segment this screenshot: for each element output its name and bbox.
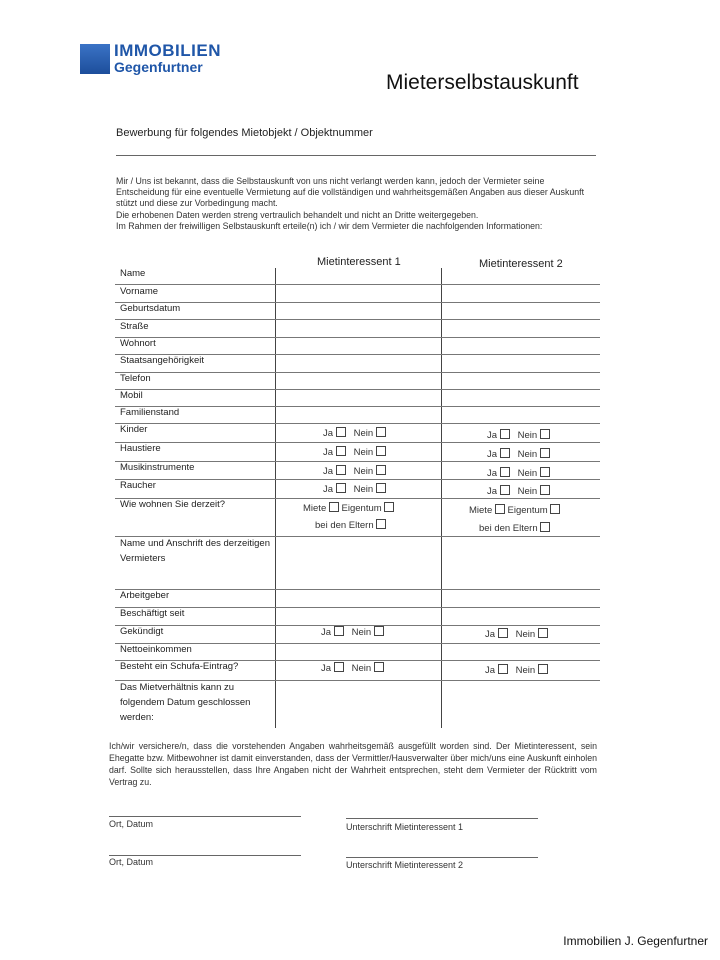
row-label-staatsangehoerigkeit: Staatsangehörigkeit bbox=[120, 355, 204, 366]
option-label: Miete bbox=[303, 503, 327, 514]
row-label-musikinstrumente: Musikinstrumente bbox=[120, 462, 195, 473]
signature-line-ort-datum-1[interactable] bbox=[109, 816, 301, 817]
row-label-arbeitgeber: Arbeitgeber bbox=[120, 590, 170, 601]
option-label: Ja bbox=[323, 428, 334, 439]
row-divider bbox=[115, 337, 600, 338]
checkbox[interactable] bbox=[384, 502, 394, 512]
row-label-gekuendigt: Gekündigt bbox=[120, 626, 164, 637]
checkbox[interactable] bbox=[334, 626, 344, 636]
option-label: Nein bbox=[353, 428, 374, 439]
option-group-wohnsituation-2 bbox=[469, 504, 560, 516]
checkbox[interactable] bbox=[336, 465, 346, 475]
option-label: Nein bbox=[353, 447, 374, 458]
row-label-vermieter: Name und Anschrift des derzeitigen Vermieters bbox=[120, 538, 270, 564]
row-divider bbox=[115, 372, 600, 373]
row-label-vorname: Vorname bbox=[120, 286, 159, 297]
checkbox[interactable] bbox=[540, 485, 550, 495]
option-label: Miete bbox=[469, 505, 493, 516]
option-label: Ja bbox=[487, 486, 498, 497]
checkbox[interactable] bbox=[336, 446, 346, 456]
signature-label-applicant-2: Unterschrift Mietinteressent 2 bbox=[346, 860, 464, 870]
checkbox[interactable] bbox=[334, 662, 344, 672]
intro-paragraph: Die erhobenen Daten werden streng vertraulich behandelt und nicht an Dritte weitergegeben. bbox=[116, 209, 479, 220]
checkbox[interactable] bbox=[540, 522, 550, 532]
checkbox[interactable] bbox=[329, 502, 339, 512]
signature-line-applicant-2[interactable] bbox=[346, 857, 538, 858]
row-label-name: Name bbox=[120, 268, 146, 279]
checkbox[interactable] bbox=[500, 429, 510, 439]
checkbox[interactable] bbox=[538, 664, 548, 674]
subject-label: Bewerbung für folgendes Mietobjekt / Objektnummer bbox=[116, 127, 373, 139]
option-label: Ja bbox=[487, 468, 498, 479]
row-label-kinder: Kinder bbox=[120, 424, 148, 435]
checkbox[interactable] bbox=[376, 519, 386, 529]
option-label: bei den Eltern bbox=[479, 523, 538, 534]
column-header-applicant-1: Mietinteressent 1 bbox=[317, 256, 401, 268]
option-label: Nein bbox=[515, 629, 536, 640]
logo-text-line1: IMMOBILIEN bbox=[114, 41, 221, 60]
signature-line-ort-datum-2[interactable] bbox=[109, 855, 301, 856]
option-group-eltern-1 bbox=[315, 519, 386, 531]
option-group-gekuendigt-2 bbox=[485, 628, 548, 640]
option-group-schufa-1 bbox=[321, 662, 384, 674]
checkbox[interactable] bbox=[495, 504, 505, 514]
intro-paragraph: Im Rahmen der freiwilligen Selbstauskunft erteile(n) ich / wir dem Vermieter die nachfolgenden Informationen: bbox=[116, 220, 543, 231]
option-group-haustiere-2 bbox=[487, 448, 550, 460]
row-label-strasse: Straße bbox=[120, 321, 149, 332]
row-label-haustiere: Haustiere bbox=[120, 443, 161, 454]
signature-label-ort-datum-2: Ort, Datum bbox=[109, 857, 154, 867]
option-group-raucher-1 bbox=[323, 483, 386, 495]
checkbox[interactable] bbox=[336, 427, 346, 437]
option-label: Eigentum bbox=[507, 505, 548, 516]
option-group-eltern-2 bbox=[479, 522, 550, 534]
intro-paragraph: Mir / Uns ist bekannt, dass die Selbstauskunft von uns nicht verlangt werden kann, jedoch der Vermieter seine Entscheidung für eine eventuelle Vermietung auf die vollständigen und wahrheitsgemäßen Angaben aus dieser Auskunft stützt und diese zur Vorbedingung macht. bbox=[116, 176, 585, 209]
row-label-nettoeinkommen: Nettoeinkommen bbox=[120, 644, 192, 655]
option-group-kinder-2 bbox=[487, 429, 550, 441]
signature-label-applicant-1: Unterschrift Mietinteressent 1 bbox=[346, 822, 464, 832]
option-label: Nein bbox=[517, 468, 538, 479]
option-group-raucher-2 bbox=[487, 485, 550, 497]
row-label-beschaeftigt-seit: Beschäftigt seit bbox=[120, 608, 185, 619]
option-label: Nein bbox=[517, 449, 538, 460]
option-label: Nein bbox=[517, 486, 538, 497]
checkbox[interactable] bbox=[376, 483, 386, 493]
option-label: Eigentum bbox=[341, 503, 382, 514]
checkbox[interactable] bbox=[540, 467, 550, 477]
intro-text bbox=[116, 176, 600, 232]
row-divider bbox=[115, 607, 600, 608]
row-divider bbox=[115, 423, 600, 424]
row-label-wohnort: Wohnort bbox=[120, 338, 156, 349]
footer-company-name: Immobilien J. Gegenfurtner bbox=[563, 934, 708, 948]
checkbox[interactable] bbox=[376, 465, 386, 475]
checkbox[interactable] bbox=[374, 662, 384, 672]
option-label: Ja bbox=[487, 430, 498, 441]
signature-line-applicant-1[interactable] bbox=[346, 818, 538, 819]
option-group-schufa-2 bbox=[485, 664, 548, 676]
row-label-geburtsdatum: Geburtsdatum bbox=[120, 303, 181, 314]
row-label-schufa: Besteht ein Schufa-Eintrag? bbox=[120, 661, 239, 672]
document-title: Mieterselbstauskunft bbox=[386, 71, 579, 94]
checkbox[interactable] bbox=[498, 664, 508, 674]
option-label: Ja bbox=[323, 484, 334, 495]
checkbox[interactable] bbox=[538, 628, 548, 638]
checkbox[interactable] bbox=[540, 429, 550, 439]
option-group-gekuendigt-1 bbox=[321, 626, 384, 638]
checkbox[interactable] bbox=[374, 626, 384, 636]
option-label: Nein bbox=[351, 627, 372, 638]
checkbox[interactable] bbox=[540, 448, 550, 458]
option-label: Ja bbox=[323, 447, 334, 458]
logo-text-line2: Gegenfurtner bbox=[114, 59, 203, 75]
checkbox[interactable] bbox=[498, 628, 508, 638]
row-divider bbox=[115, 442, 600, 443]
option-label: Ja bbox=[487, 449, 498, 460]
option-group-musik-1 bbox=[323, 465, 386, 477]
row-divider bbox=[115, 319, 600, 320]
option-label: bei den Eltern bbox=[315, 520, 374, 531]
option-label: Nein bbox=[517, 430, 538, 441]
row-label-raucher: Raucher bbox=[120, 480, 156, 491]
logo-mark bbox=[80, 44, 110, 74]
checkbox[interactable] bbox=[500, 485, 510, 495]
checkbox[interactable] bbox=[500, 448, 510, 458]
option-label: Ja bbox=[485, 629, 496, 640]
option-group-kinder-1 bbox=[323, 427, 386, 439]
row-divider bbox=[115, 589, 600, 590]
column-header-applicant-2: Mietinteressent 2 bbox=[479, 258, 563, 270]
applicant-table bbox=[115, 256, 600, 728]
option-label: Ja bbox=[321, 627, 332, 638]
confirmation-text: Ich/wir versichere/n, dass die vorstehenden Angaben wahrheitsgemäß ausgefüllt worden sind. Der Mietinteressent, sein Ehegatte bzw. Mitbewohner ist damit einverstanden, dass der Vermittler/Hausverwalter über mich/uns eine Auskunft einholen darf. Sollte sich herausstellen, dass Ihre Angaben nicht der Wahrheit entsprechen, steht dem Vermieter der Rücktritt vom Vertrag zu. bbox=[109, 741, 597, 787]
checkbox[interactable] bbox=[376, 446, 386, 456]
signature-label-ort-datum-1: Ort, Datum bbox=[109, 819, 154, 829]
row-divider bbox=[115, 389, 600, 390]
row-label-mobil: Mobil bbox=[120, 390, 143, 401]
option-label: Ja bbox=[321, 663, 332, 674]
checkbox[interactable] bbox=[550, 504, 560, 514]
row-divider bbox=[115, 479, 600, 480]
option-label: Ja bbox=[323, 466, 334, 477]
option-label: Nein bbox=[515, 665, 536, 676]
option-label: Ja bbox=[485, 665, 496, 676]
option-label: Nein bbox=[353, 484, 374, 495]
row-divider bbox=[115, 302, 600, 303]
row-label-familienstand: Familienstand bbox=[120, 407, 180, 418]
option-group-haustiere-1 bbox=[323, 446, 386, 458]
option-group-wohnsituation-1 bbox=[303, 502, 394, 514]
checkbox[interactable] bbox=[500, 467, 510, 477]
row-label-wohnsituation: Wie wohnen Sie derzeit? bbox=[120, 499, 226, 510]
row-divider bbox=[115, 284, 600, 285]
option-label: Nein bbox=[351, 663, 372, 674]
option-label: Nein bbox=[353, 466, 374, 477]
row-label-mietbeginn: Das Mietverhältnis kann zu folgendem Datum geschlossen werden: bbox=[120, 682, 251, 723]
subject-input-line[interactable] bbox=[116, 155, 596, 156]
checkbox[interactable] bbox=[336, 483, 346, 493]
row-divider bbox=[115, 406, 600, 407]
option-group-musik-2 bbox=[487, 467, 550, 479]
checkbox[interactable] bbox=[376, 427, 386, 437]
row-label-telefon: Telefon bbox=[120, 373, 151, 384]
